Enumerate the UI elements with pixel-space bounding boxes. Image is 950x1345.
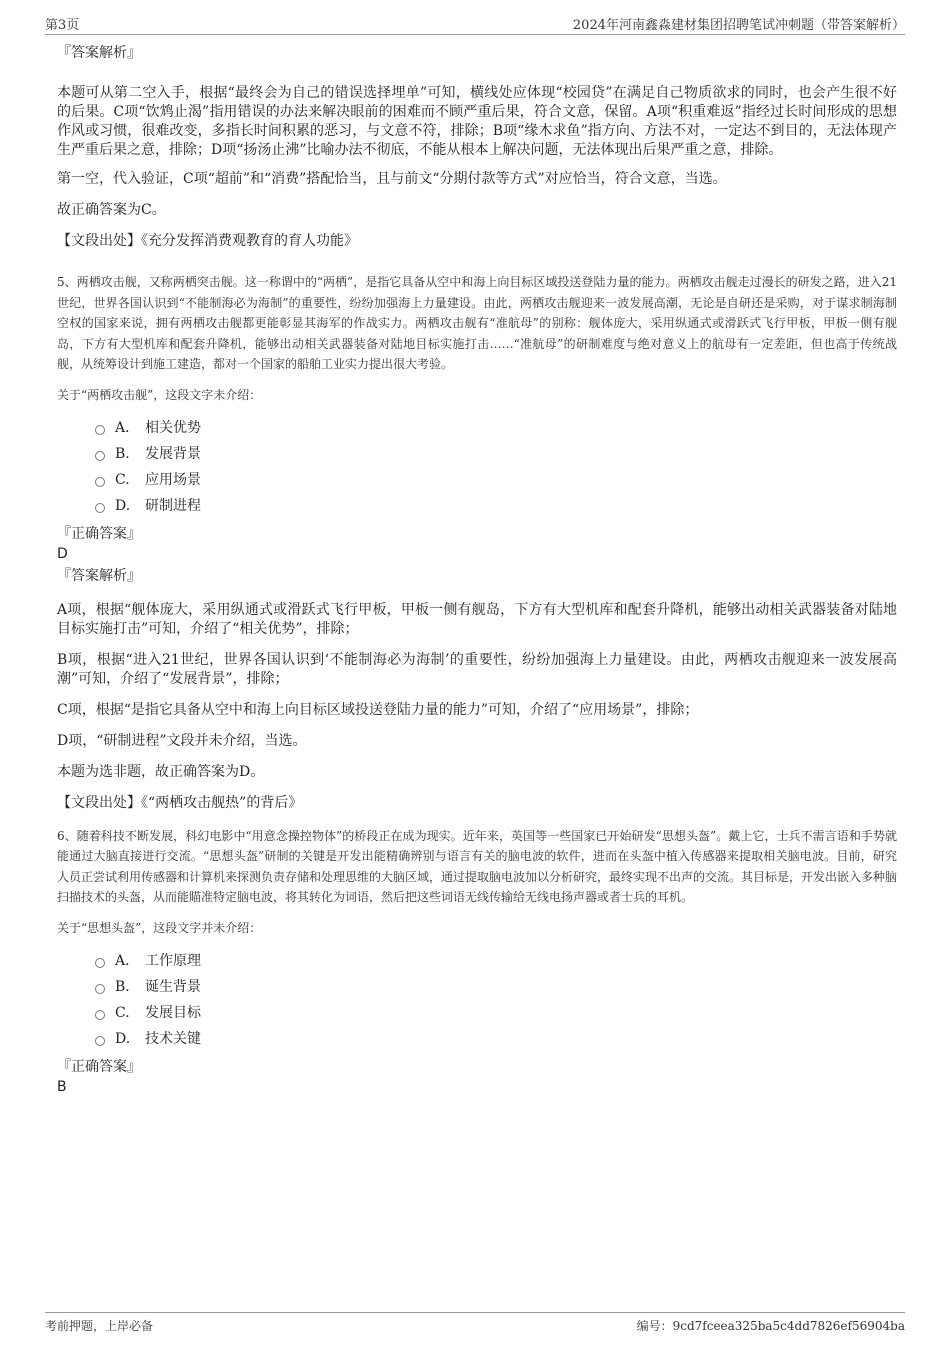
option-text: 应用场景	[145, 471, 201, 488]
question-6-options	[95, 948, 897, 1052]
analysis-paragraph: D项，“研制进程”文段并未介绍，当选。	[57, 732, 307, 749]
question-5-options	[95, 415, 897, 519]
option-text: 发展目标	[145, 1004, 201, 1021]
correct-answer: D	[57, 545, 68, 562]
analysis-paragraph: 本题为选非题，故正确答案为D。	[57, 763, 265, 780]
option-d[interactable]	[95, 493, 897, 519]
question-5-text: 5、两栖攻击舰，又称两栖突击舰。这一称谓中的“两栖”，是指它具备从空中和海上向目标区域投送登陆力量的能力。两栖攻击舰走过漫长的研发之路，进入21世纪，世界各国认识到“不能制海必为海制”的重要性，纷纷加强海上力量建设。由此，两栖攻击舰迎来一波发展高潮，无论是自研还是采购，对于谋求制海制空权的国家来说，拥有两栖攻击舰都更能彰显其海军的作战实力。两栖攻击舰有“准航母”的别称：舰体庞大，采用纵通式或滑跃式飞行甲板，甲板一侧有舰岛，下方有大型机库和配套升降机，能够出动相关武器装备对陆地目标实施打击……“准航母”的研制难度与绝对意义上的航母有一定差距，但也高于传统战舰，从统筹设计到施工建造，都对一个国家的船舶工业实力提出很大考验。	[57, 275, 897, 371]
source-citation: 【文段出处】《“两栖攻击舰热”的背后》	[57, 794, 303, 811]
option-letter: D.	[115, 497, 131, 514]
radio-icon[interactable]	[95, 1010, 105, 1020]
question-5-prompt: 关于“两栖攻击舰”，这段文字未介绍：	[57, 387, 262, 402]
option-c[interactable]	[95, 467, 897, 493]
option-text: 技术关键	[145, 1030, 201, 1047]
radio-icon[interactable]	[95, 477, 105, 487]
option-letter: C.	[115, 1004, 130, 1021]
analysis-paragraph: 第一空，代入验证，C项“超前”和“消费”搭配恰当，且与前文“分期付款等方式”对应恰当，符合文意，当选。	[57, 171, 727, 187]
correct-answer: B	[57, 1078, 67, 1095]
correct-answer-label: 『正确答案』	[57, 525, 141, 542]
option-c[interactable]	[95, 1000, 897, 1026]
radio-icon[interactable]	[95, 958, 105, 968]
analysis-paragraph: B项，根据“进入21世纪，世界各国认识到‘不能制海必为海制’的重要性，纷纷加强海上力量建设。由此，两栖攻击舰迎来一波发展高潮”可知，介绍了“发展背景”，排除；	[57, 651, 897, 687]
option-text: 诞生背景	[145, 978, 201, 995]
page-header	[45, 12, 905, 35]
question-6-prompt: 关于“思想头盔”，这段文字并未介绍：	[57, 920, 262, 935]
analysis-paragraph: 故正确答案为C。	[57, 202, 166, 218]
analysis-paragraph: A项，根据“舰体庞大，采用纵通式或滑跃式飞行甲板，甲板一侧有舰岛，下方有大型机库和配套升降机，能够出动相关武器装备对陆地目标实施打击”可知，介绍了“相关优势”，排除；	[57, 601, 897, 637]
option-text: 发展背景	[145, 445, 201, 462]
option-letter: A．	[115, 419, 140, 436]
option-text: 研制进程	[145, 497, 201, 514]
radio-icon[interactable]	[95, 984, 105, 994]
document-id: 编号：9cd7fceea325ba5c4dd7826ef56904ba	[636, 1319, 905, 1333]
page-number: 第3页	[45, 18, 80, 33]
radio-icon[interactable]	[95, 425, 105, 435]
question-6-text: 6、随着科技不断发展，科幻电影中“用意念操控物体”的桥段正在成为现实。近年来，英国等一些国家已开始研发“思想头盔”。戴上它，士兵不需言语和手势就能通过大脑直接进行交流。“思想头盔”研制的关键是开发出能精确辨别与语言有关的脑电波的软件，进而在头盔中植入传感器来提取相关脑电波。目前，研究人员正尝试利用传感器和计算机来探测负责存储和处理思维的大脑区域，通过提取脑电波加以分析研究，最终实现不出声的交流。其目标是，开发出嵌入多种脑扫描技术的头盔，从而能瞄准特定脑电波，将其转化为词语，然后把这些词语无线传输给无线电扬声器或者士兵的耳机。	[57, 828, 898, 904]
option-d[interactable]	[95, 1026, 897, 1052]
page-content	[57, 44, 897, 1100]
footer-slogan: 考前押题，上岸必备	[45, 1319, 154, 1333]
option-b[interactable]	[95, 441, 897, 467]
option-letter: B.	[115, 978, 130, 995]
radio-icon[interactable]	[95, 503, 105, 513]
option-text: 相关优势	[145, 419, 201, 436]
analysis-label: 『答案解析』	[57, 45, 141, 61]
option-letter: B.	[115, 445, 130, 462]
option-a[interactable]	[95, 415, 897, 441]
document-title: 2024年河南鑫淼建材集团招聘笔试冲刺题（带答案解析）	[572, 18, 905, 33]
radio-icon[interactable]	[95, 451, 105, 461]
option-letter: A．	[115, 952, 140, 969]
option-letter: C.	[115, 471, 130, 488]
analysis-label: 『答案解析』	[57, 567, 141, 584]
option-text: 工作原理	[145, 952, 201, 969]
option-b[interactable]	[95, 974, 897, 1000]
page-footer	[45, 1312, 905, 1335]
analysis-paragraph: C项，根据“是指它具备从空中和海上向目标区域投送登陆力量的能力”可知，介绍了“应用场景”，排除；	[57, 701, 699, 718]
source-citation: 【文段出处】《充分发挥消费观教育的育人功能》	[57, 233, 358, 249]
analysis-paragraph: 本题可从第二空入手，根据“最终会为自己的错误选择埋单”可知，横线处应体现“校园贷”在满足自己物质欲求的同时，也会产生很不好的后果。C项“饮鸩止渴”指用错误的办法来解决眼前的困难而不顾严重后果，符合文意，保留。A项“积重难返”指经过长时间形成的思想作风或习惯，很难改变，多指长时间积累的恶习，与文意不符，排除；B项“缘木求鱼”指方向、方法不对，一定达不到目的，无法体现产生严重后果之意，排除；D项“扬汤止沸”比喻办法不彻底，不能从根本上解决问题，无法体现出后果严重之意，排除。	[57, 85, 897, 158]
option-a[interactable]	[95, 948, 897, 974]
option-letter: D.	[115, 1030, 131, 1047]
radio-icon[interactable]	[95, 1036, 105, 1046]
correct-answer-label: 『正确答案』	[57, 1058, 141, 1075]
